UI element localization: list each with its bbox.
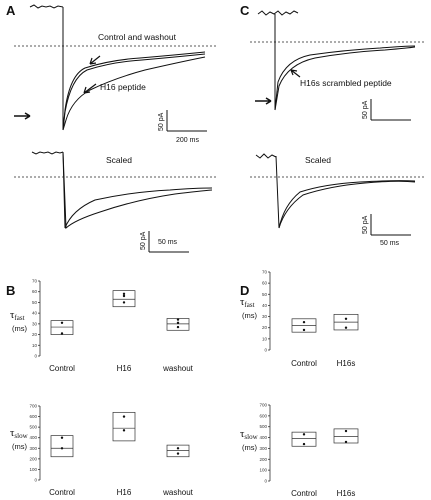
b-bottom-ytick-label: 200 bbox=[29, 456, 37, 462]
baseline-noise-c-top bbox=[258, 11, 298, 15]
baseline-noise-c-scaled bbox=[256, 154, 276, 158]
scale-a-top-y-label: 50 pA bbox=[158, 112, 165, 131]
b-bottom-ytick-label: 500 bbox=[29, 424, 37, 430]
box-plot-d-tau-fast bbox=[262, 270, 358, 369]
scale-a-bottom-x-label: 50 ms bbox=[158, 239, 178, 246]
d-bottom-tau: τ bbox=[240, 428, 245, 440]
arrow-peak-c bbox=[255, 98, 271, 104]
d-top-point bbox=[303, 329, 305, 331]
trace-scaled-control-c bbox=[276, 156, 415, 228]
b-bottom-unit: (ms) bbox=[12, 442, 27, 451]
baseline-noise-a-top bbox=[30, 5, 63, 8]
b-bottom-box-washout bbox=[167, 445, 189, 457]
trace-control-c bbox=[275, 14, 415, 110]
b-bottom-category-label: Control bbox=[49, 488, 75, 497]
panel-label-c: C bbox=[240, 3, 250, 18]
d-bottom-point bbox=[345, 441, 347, 443]
b-top-point bbox=[123, 295, 125, 297]
b-top-tau: τ bbox=[10, 309, 15, 321]
svg-text:τslow bbox=[10, 427, 29, 440]
b-bottom-ytick-label: 700 bbox=[29, 403, 37, 409]
baseline-noise-a-scaled bbox=[32, 152, 63, 154]
b-top-point bbox=[177, 326, 179, 328]
b-bottom-ytick-label: 400 bbox=[29, 435, 37, 441]
b-top-unit: (ms) bbox=[12, 324, 27, 333]
d-bottom-ytick-label: 400 bbox=[259, 435, 267, 441]
label-h16-peptide: H16 peptide bbox=[100, 82, 146, 92]
box-plot-b-tau-slow bbox=[29, 404, 193, 498]
d-bottom-ytick-label: 600 bbox=[259, 413, 267, 419]
trace-scaled-h16s-c bbox=[279, 181, 415, 228]
b-bottom-ytick-label: 0 bbox=[34, 477, 37, 483]
b-bottom-ytick-label: 600 bbox=[29, 414, 37, 420]
d-bottom-ytick-label: 500 bbox=[259, 424, 267, 430]
b-top-ytick-label: 50 bbox=[31, 299, 37, 305]
label-control-washout: Control and washout bbox=[98, 32, 176, 42]
d-top-ytick-label: 50 bbox=[261, 291, 267, 297]
d-bottom-ytick-label: 200 bbox=[259, 456, 267, 462]
d-top-point bbox=[303, 321, 305, 323]
arrow-peak-a bbox=[14, 113, 30, 119]
b-bottom-tau: τ bbox=[10, 427, 15, 439]
d-top-tau-sub: fast bbox=[244, 301, 255, 309]
d-top-ytick-label: 20 bbox=[261, 325, 267, 331]
b-bottom-point bbox=[177, 452, 179, 454]
d-bottom-ytick-label: 300 bbox=[259, 445, 267, 451]
label-scaled-c: Scaled bbox=[305, 155, 331, 165]
b-top-category-label: Control bbox=[49, 364, 75, 373]
d-top-unit: (ms) bbox=[242, 311, 257, 320]
box-plot-d-tau-slow bbox=[259, 403, 358, 499]
svg-text:τslow bbox=[240, 428, 259, 441]
b-bottom-point bbox=[123, 429, 125, 431]
d-bottom-ytick-label: 700 bbox=[259, 402, 267, 408]
b-top-ytick-label: 10 bbox=[31, 342, 37, 348]
b-top-category-label: H16 bbox=[116, 364, 132, 373]
d-bottom-point bbox=[345, 430, 347, 432]
b-bottom-point bbox=[123, 415, 125, 417]
d-top-ytick-label: 30 bbox=[261, 314, 267, 320]
d-top-ytick-label: 70 bbox=[261, 269, 267, 275]
b-bottom-point bbox=[61, 437, 63, 439]
d-bottom-tau-sub: slow bbox=[244, 433, 258, 441]
b-top-ytick-label: 40 bbox=[31, 310, 37, 316]
b-top-ytick-label: 30 bbox=[31, 321, 37, 327]
b-bottom-category-label: washout bbox=[163, 488, 193, 497]
d-top-ytick-label: 60 bbox=[261, 280, 267, 286]
arrow-h16s bbox=[291, 70, 300, 77]
b-bottom-ytick-label: 100 bbox=[29, 466, 37, 472]
panel-label-b: B bbox=[6, 283, 16, 298]
b-top-ytick-label: 60 bbox=[31, 289, 37, 295]
panel-label-a: A bbox=[6, 3, 16, 18]
d-top-point bbox=[345, 327, 347, 329]
b-top-ytick-label: 70 bbox=[31, 278, 37, 284]
b-bottom-tau-sub: slow bbox=[14, 432, 28, 440]
panel-label-d: D bbox=[240, 283, 250, 298]
trace-control-a bbox=[63, 7, 205, 130]
b-top-point bbox=[61, 322, 63, 324]
b-top-ytick-label: 0 bbox=[34, 353, 37, 359]
d-bottom-ytick-label: 0 bbox=[264, 478, 267, 484]
svg-text:τfast bbox=[10, 309, 25, 322]
scale-c-bottom-x-label: 50 ms bbox=[380, 240, 400, 247]
b-bottom-ytick-label: 300 bbox=[29, 445, 37, 451]
d-bottom-ytick-label: 100 bbox=[259, 467, 267, 473]
label-h16s-scrambled: H16s scrambled peptide bbox=[300, 78, 392, 88]
b-bottom-point bbox=[61, 447, 63, 449]
d-bottom-category-label: H16s bbox=[336, 489, 356, 498]
d-top-ytick-label: 0 bbox=[264, 347, 267, 353]
b-bottom-point bbox=[177, 447, 179, 449]
b-top-category-label: washout bbox=[163, 364, 193, 373]
scale-a-bottom-y-label: 50 pA bbox=[140, 231, 147, 250]
trace-scaled-control-a bbox=[63, 152, 212, 228]
b-top-point bbox=[177, 322, 179, 324]
arrow-control bbox=[90, 56, 100, 64]
box-plot-b-tau-fast bbox=[32, 279, 194, 374]
d-top-tau: τ bbox=[240, 296, 245, 308]
b-bottom-category-label: H16 bbox=[116, 488, 132, 497]
label-scaled-a: Scaled bbox=[106, 155, 132, 165]
d-top-ytick-label: 10 bbox=[261, 336, 267, 342]
b-top-point bbox=[61, 332, 63, 334]
d-top-category-label: Control bbox=[291, 359, 317, 368]
b-top-point bbox=[177, 318, 179, 320]
d-bottom-category-label: Control bbox=[291, 489, 317, 498]
scale-c-top-y-label: 50 pA bbox=[362, 100, 369, 119]
d-top-point bbox=[345, 318, 347, 320]
b-top-point bbox=[123, 301, 125, 303]
d-bottom-point bbox=[303, 443, 305, 445]
d-bottom-point bbox=[303, 433, 305, 435]
d-bottom-unit: (ms) bbox=[242, 443, 257, 452]
trace-scaled-h16-a bbox=[63, 152, 212, 228]
d-top-category-label: H16s bbox=[336, 359, 356, 368]
scale-a-top-x-label: 200 ms bbox=[176, 137, 199, 144]
scale-c-bottom-y-label: 50 pA bbox=[362, 215, 369, 234]
b-top-tau-sub: fast bbox=[14, 314, 25, 322]
b-top-point bbox=[123, 293, 125, 295]
d-top-ytick-label: 40 bbox=[261, 302, 267, 308]
b-top-ytick-label: 20 bbox=[31, 332, 37, 338]
